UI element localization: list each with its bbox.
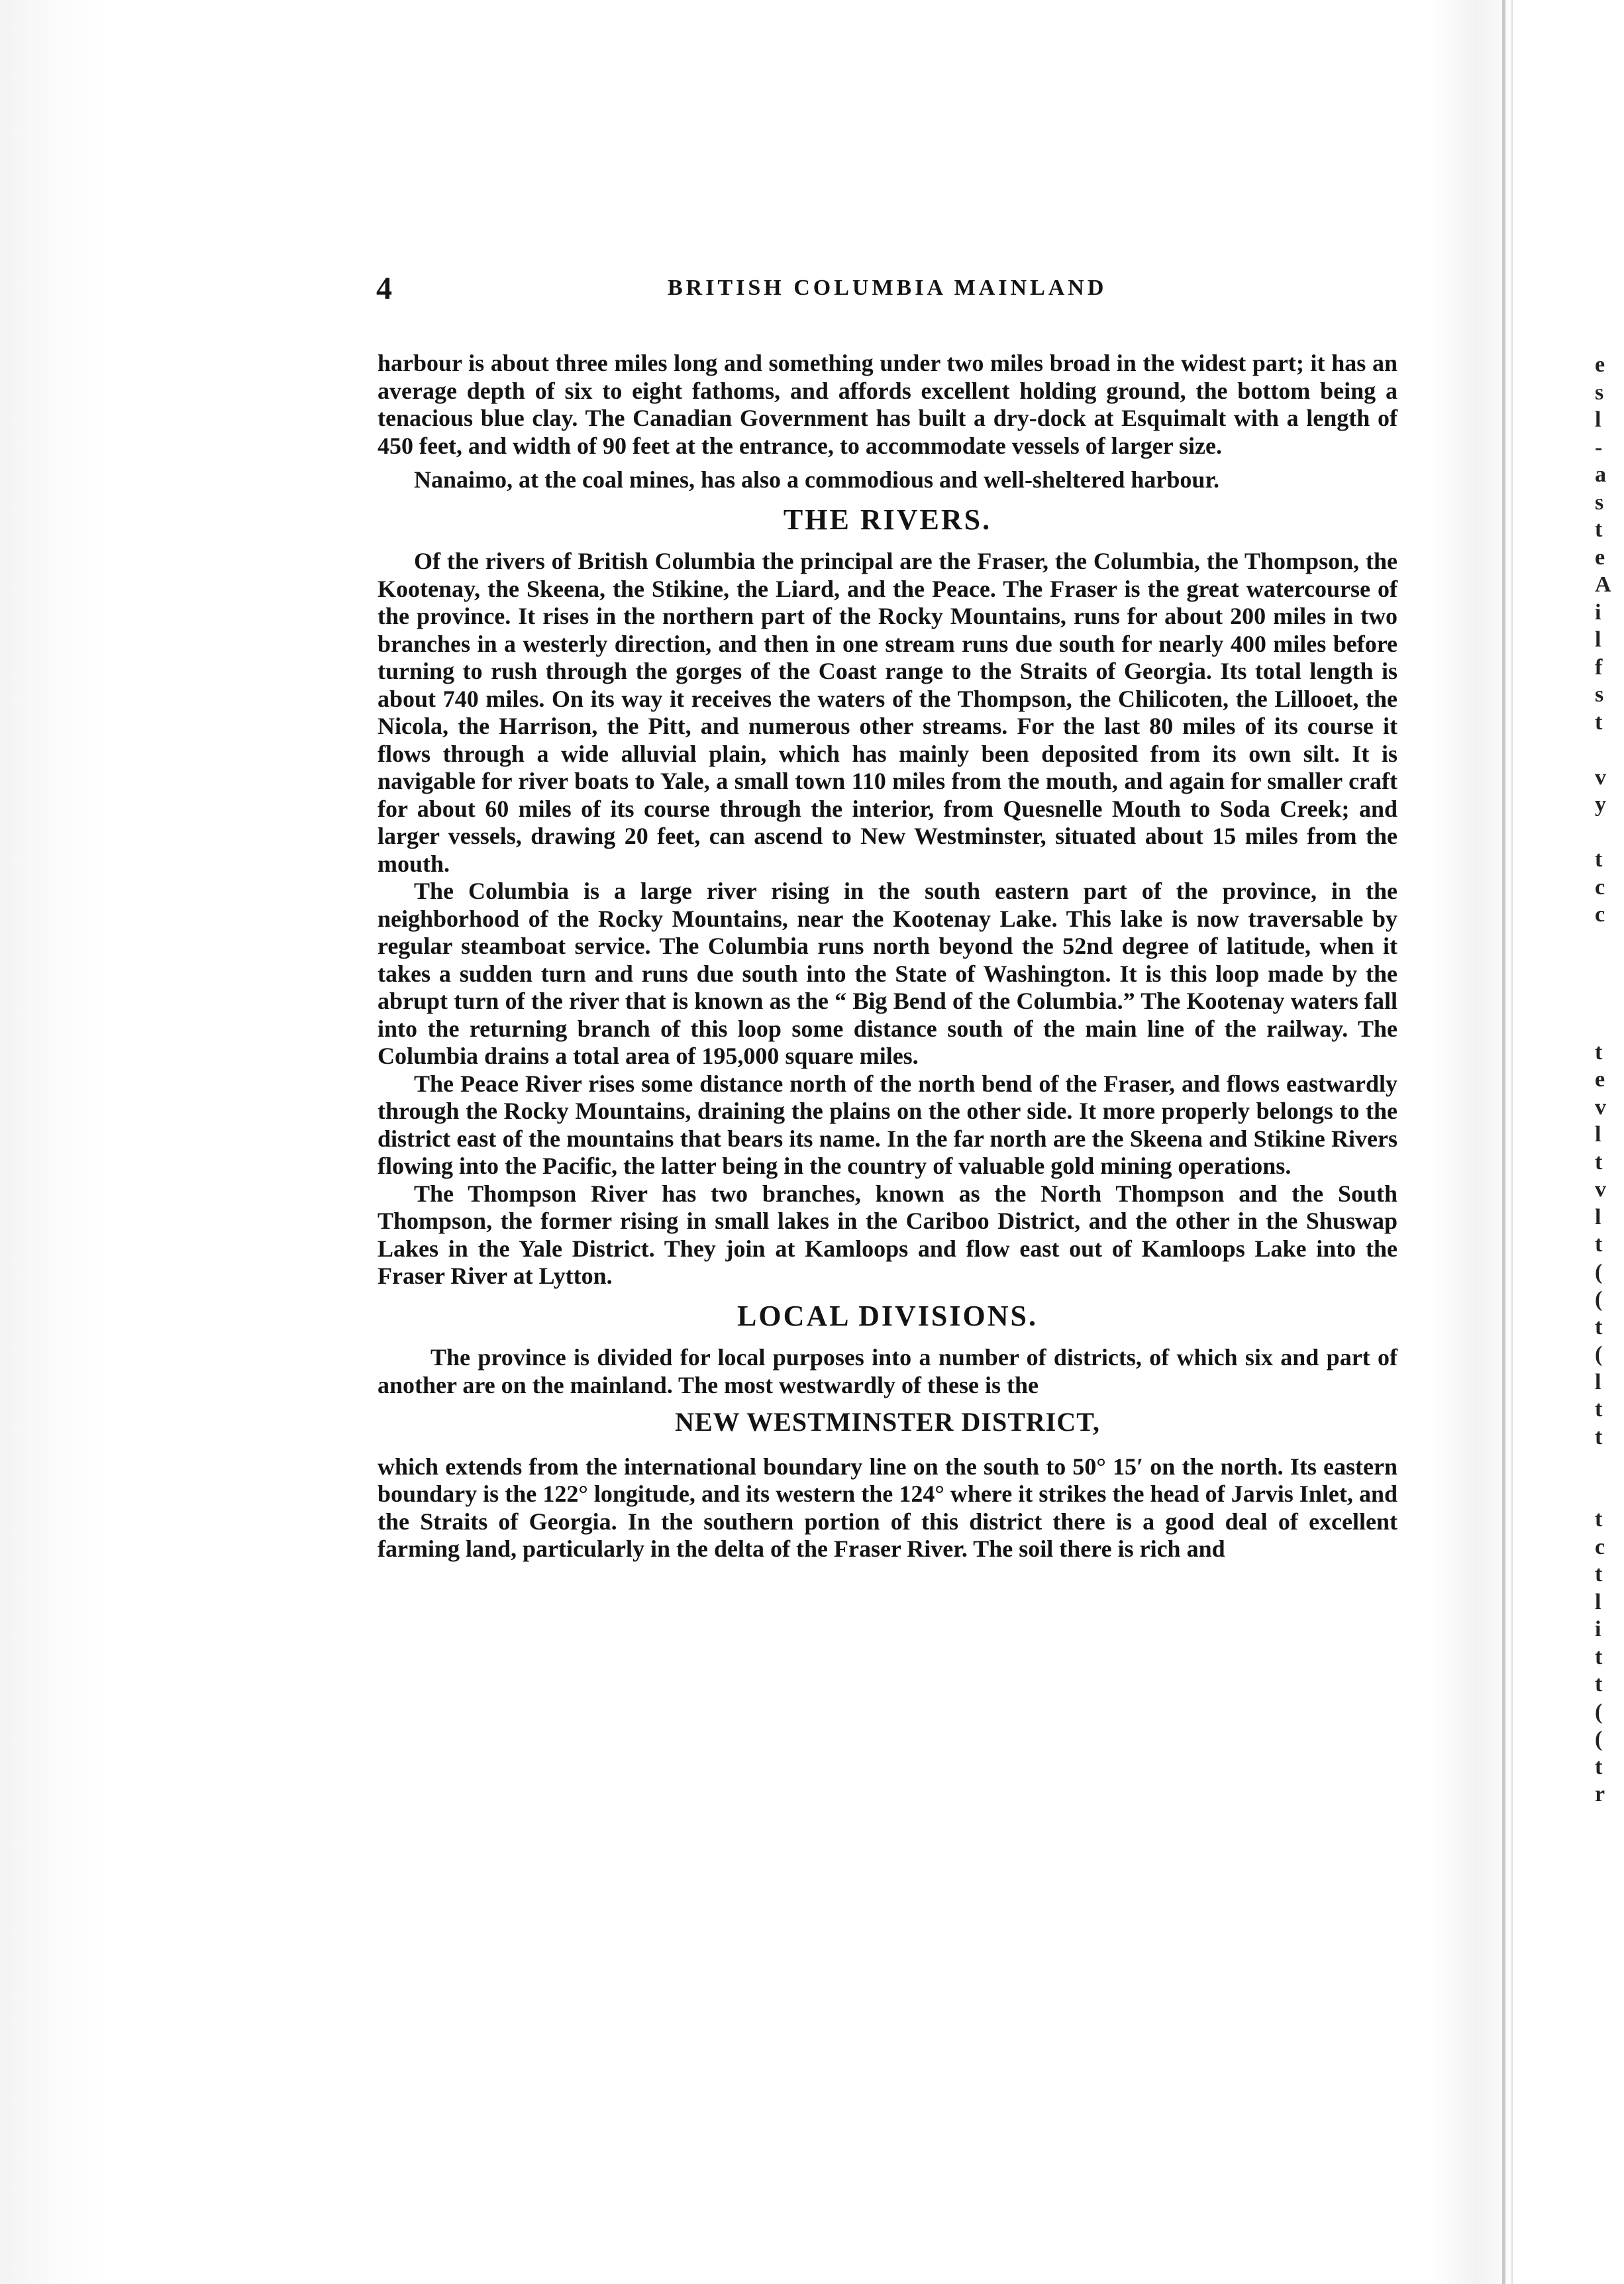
section-heading-local-divisions: LOCAL DIVISIONS. xyxy=(737,1299,1038,1332)
adjacent-page-fragment: t xyxy=(1595,1644,1603,1669)
adjacent-page-fragment xyxy=(1595,984,1624,1012)
page-number: 4 xyxy=(376,271,392,306)
adjacent-page-fragment xyxy=(1595,1479,1624,1506)
adjacent-page-fragment: l xyxy=(1595,407,1601,432)
running-head xyxy=(376,270,1396,310)
adjacent-page-fragment: a xyxy=(1595,462,1606,487)
paragraph-fraser: Of the rivers of British Columbia the principal are the Fraser, the Columbia, the Thompson, the Kootenay, the Skeena, the Stikine, the Liard, and the Peace. The Fraser is the great watercourse of the province. It rises in the northern part of the Rocky Mountains, runs for about 200 miles in two branches in a westerly direction, and then in one stream runs due south for nearly 400 miles before turning to rush through the gorges of the Coast range to the Straits of Georgia. Its total length is about 740 miles. On its way it receives the waters of the Thompson, the Chilicoten, the Lillooet, the Nicola, the Harrison, the Pitt, and numerous other streams. For the last 80 miles of its course it flows through a wide alluvial plain, which has mainly been deposited from its own silt. It is navigable for river boats to Yale, a small town 110 miles from the mouth, and again for smaller craft for about 60 miles of its course through the interior, from Quesnelle Mouth to Soda Creek; and larger vessels, drawing 20 feet, can ascend to New Westminster, situated about 15 miles from the mouth. xyxy=(378,548,1397,877)
paragraph-columbia: The Columbia is a large river rising in the south eastern part of the province, in the neighborhood of the Rocky Mountains, near the Kootenay Lake. This lake is now traversable by regular steamboat service. The Columbia runs north beyond the 52nd degree of latitude, when it takes a sudden turn and runs due south into the State of Washington. It is this loop made by the abrupt turn of the river that is known as the “ Big Bend of the Columbia.” The Kootenay waters fall into the returning branch of this loop some distance south of the main line of the railway. The Columbia drains a total area of 195,000 square miles. xyxy=(378,878,1397,1069)
page-body xyxy=(378,350,1397,1563)
adjacent-page-fragment: i xyxy=(1595,599,1601,625)
adjacent-page-fragment: t xyxy=(1595,1149,1603,1174)
adjacent-page-fragment: t xyxy=(1595,1562,1603,1586)
adjacent-page-fragment: t xyxy=(1595,847,1603,872)
adjacent-page-fragment: c xyxy=(1595,874,1605,900)
adjacent-page-fragment: t xyxy=(1595,1039,1603,1064)
adjacent-page-fragment: t xyxy=(1595,1424,1603,1449)
adjacent-page-fragment: ( xyxy=(1595,1287,1603,1312)
adjacent-page-fragment: l xyxy=(1595,627,1601,652)
adjacent-page-fragment: f xyxy=(1595,654,1603,680)
paragraph-thompson: The Thompson River has two branches, known as the North Thompson and the South Thompson, the former rising in small lakes in the Cariboo District, and the other in the Shuswap Lakes in the Yale District. They join at Kamloops and flow east out of Kamloops Lake into the Fraser River at Lytton. xyxy=(378,1180,1397,1289)
adjacent-page-fragment: v xyxy=(1595,1094,1606,1119)
adjacent-page-fragment: e xyxy=(1595,1067,1605,1092)
adjacent-page-fragment: l xyxy=(1595,1204,1601,1229)
adjacent-page-fragment: l xyxy=(1595,1122,1601,1147)
adjacent-page-fragment: e xyxy=(1595,545,1605,570)
adjacent-page-fragment: s xyxy=(1595,380,1604,405)
section-heading-rivers: THE RIVERS. xyxy=(783,503,992,536)
adjacent-page-fragment: - xyxy=(1595,435,1603,460)
adjacent-page-fragment: t xyxy=(1595,709,1603,735)
paragraph-peace: The Peace River rises some distance north of the north bend of the Fraser, and flows eastwardly through the Rocky Mountains, draining the plains on the other side. It more properly belongs to the district east of the mountains that bears its name. In the far north are the Skeena and Stikine Rivers flowing into the Pacific, the latter being in the country of valuable gold mining operations. xyxy=(378,1070,1397,1179)
adjacent-page-fragment: l xyxy=(1595,1369,1601,1394)
adjacent-page-fragment: t xyxy=(1595,1314,1603,1339)
adjacent-page-fragment: t xyxy=(1595,1507,1603,1531)
adjacent-page-fragment: t xyxy=(1595,1672,1603,1696)
adjacent-page-fragment xyxy=(1595,956,1624,984)
adjacent-page-fragment: l xyxy=(1595,1589,1601,1614)
adjacent-page-fragment: c xyxy=(1595,902,1605,927)
paragraph-harbour: harbour is about three miles long and something under two miles broad in the widest part; it has an average depth of six to eight fathoms, and affords excellent holding ground, the bottom being a tenacious blue clay. The Canadian Government has built a dry-dock at Esquimalt with a length of 450 feet, and width of 90 feet at the entrance, to accommodate vessels of larger size. xyxy=(378,350,1397,459)
adjacent-page-fragment xyxy=(1595,819,1624,847)
adjacent-page-fragment xyxy=(1595,929,1624,957)
running-title: BRITISH COLUMBIA MAINLAND xyxy=(668,276,1107,300)
adjacent-page-fragment xyxy=(1595,736,1624,764)
adjacent-page-fragment xyxy=(1595,1011,1624,1039)
adjacent-page-fragment: s xyxy=(1595,490,1604,515)
adjacent-page-fragment: r xyxy=(1595,1782,1605,1806)
adjacent-page-fragment: c xyxy=(1595,1534,1605,1559)
page-edge-line-inner xyxy=(1511,0,1513,2284)
adjacent-page-fragments xyxy=(1595,351,1624,1808)
paragraph-new-westminster: which extends from the international boundary line on the south to 50° 15′ on the north. Its eastern boundary is the 122° longitude, and its western the 124° where it strikes the head of Jarvis Inlet, and the Straits of Georgia. In the southern portion of this district there is a good deal of excellent farming land, particularly in the delta of the Fraser River. The soil there is rich and xyxy=(378,1453,1397,1562)
adjacent-page-fragment: t xyxy=(1595,517,1603,542)
adjacent-page-fragment: t xyxy=(1595,1754,1603,1779)
adjacent-page-fragment: A xyxy=(1595,572,1611,597)
adjacent-page-fragment: v xyxy=(1595,1177,1606,1202)
sub-heading-new-westminster: NEW WESTMINSTER DISTRICT, xyxy=(675,1407,1100,1437)
paragraph-nanaimo: Nanaimo, at the coal mines, has also a commodious and well-sheltered harbour. xyxy=(414,466,1220,493)
adjacent-page-fragment: v xyxy=(1595,764,1606,790)
adjacent-page-fragment: s xyxy=(1595,682,1604,707)
adjacent-page-fragment: ( xyxy=(1595,1699,1603,1724)
adjacent-page-fragment: ( xyxy=(1595,1259,1603,1284)
adjacent-page-fragment: i xyxy=(1595,1617,1601,1641)
adjacent-page-fragment: ( xyxy=(1595,1727,1603,1751)
adjacent-page-fragment: t xyxy=(1595,1397,1603,1422)
adjacent-page-fragment xyxy=(1595,1451,1624,1479)
adjacent-page-fragment: ( xyxy=(1595,1342,1603,1367)
adjacent-page-fragment: t xyxy=(1595,1232,1603,1257)
adjacent-page-fragment: e xyxy=(1595,352,1605,377)
page-edge-line xyxy=(1502,0,1505,2284)
adjacent-page-fragment: y xyxy=(1595,792,1606,817)
paragraph-districts: The province is divided for local purposes into a number of districts, of which six and part of another are on the mainland. The most westwardly of these is the xyxy=(378,1344,1397,1398)
